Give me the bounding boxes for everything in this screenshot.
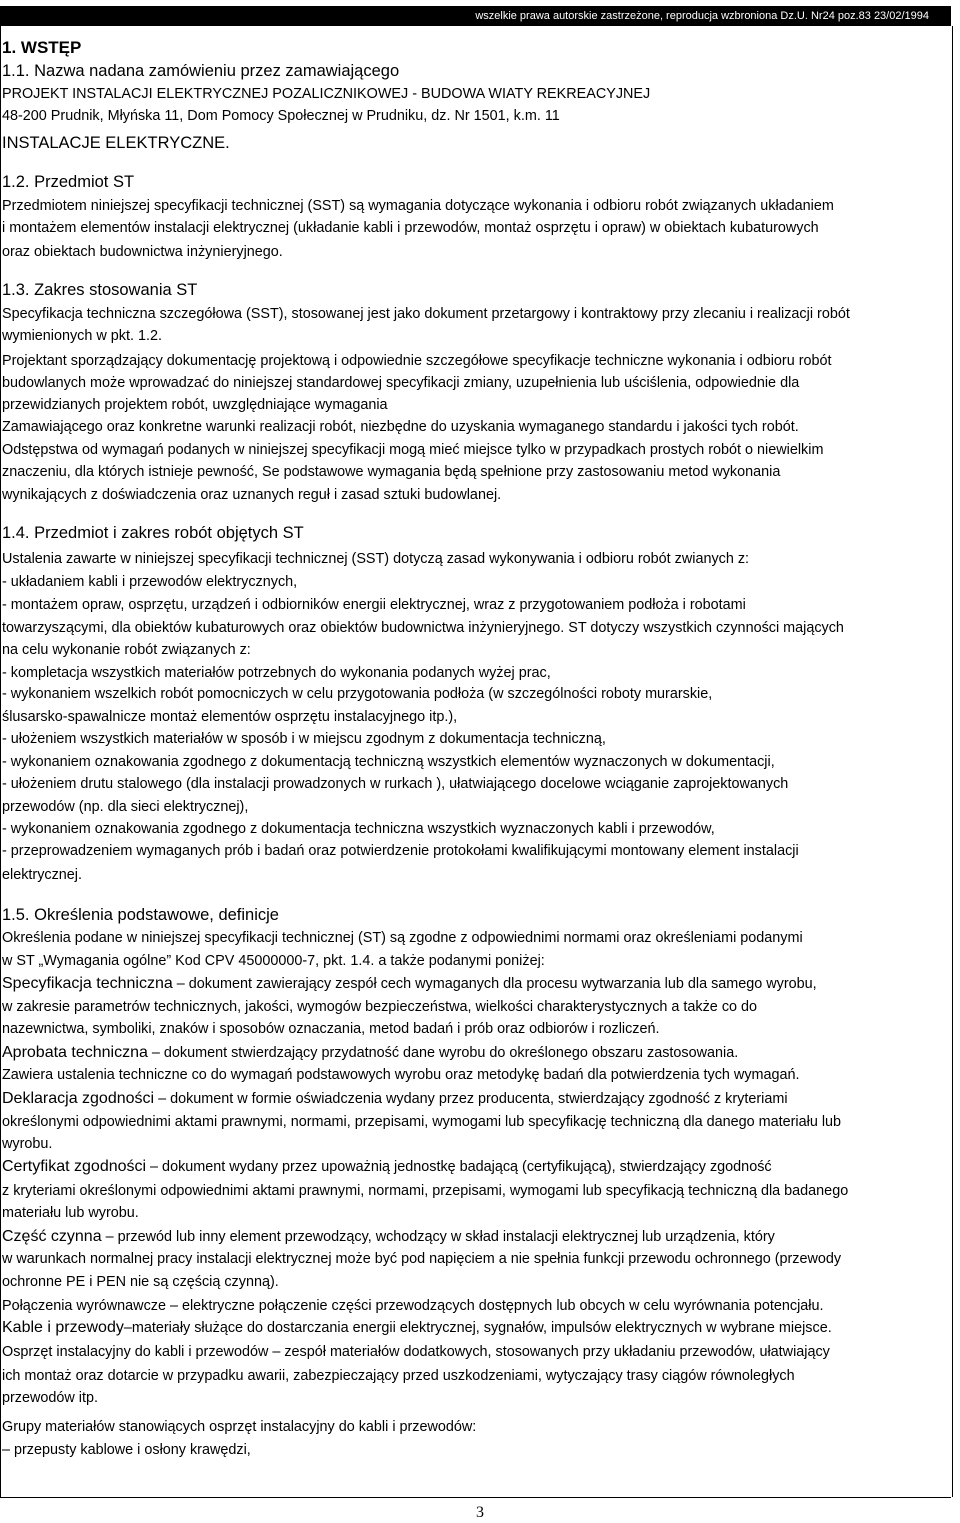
text-line <box>2 619 844 637</box>
text-line <box>2 486 501 504</box>
line-text: Ustalenia zawarte w niniejszej specyfikacji technicznej (SST) dotyczą zasad wykonywania i odbioru robót zwianych z: <box>2 551 750 567</box>
line-text: Odstępstwa od wymagań podanych w niniejszej specyfikacji mogą mieć miejsce tylko w przypadkach prostych robót o niewielkim <box>2 442 824 458</box>
copyright-header: wszelkie prawa autorskie zastrzeżone, reproducja wzbroniona Dz.U. Nr24 poz.83 23/02/1994 <box>0 6 951 26</box>
line-text: w warunkach normalnej pracy instalacji elektrycznej może być pod napięciem a nie spełnia funkcji przewodu ochronnego (przewody <box>2 1251 842 1267</box>
text-line <box>2 396 388 414</box>
line-text: przewodów itp. <box>2 1390 98 1406</box>
text-line <box>2 107 560 125</box>
text-line <box>2 352 832 370</box>
line-text: w ST „Wymagania ogólne” Kod CPV 45000000-7, pkt. 1.4. a także podanymi poniżej: <box>2 953 545 969</box>
text-line <box>2 1418 476 1436</box>
text-line <box>2 1367 795 1385</box>
line-text: wyrobu. <box>2 1136 53 1152</box>
line-text: z kryteriami określonymi odpowiednimi aktami prawnymi, normami, przepisami, wymogami lub specyfikacją techniczną dla badanego <box>2 1183 849 1199</box>
line-text: 1.1. Nazwa nadana zamówieniu przez zamawiającego <box>2 62 400 80</box>
line-text: PROJEKT INSTALACJI ELEKTRYCZNEJ POZALICZNIKOWEJ - BUDOWA WIATY REKREACYJNEJ <box>2 86 651 102</box>
line-text: 1.3. Zakres stosowania ST <box>2 281 198 299</box>
line-text: 48-200 Prudnik, Młyńska 11, Dom Pomocy Społecznej w Prudniku, dz. Nr 1501, k.m. 11 <box>2 108 560 124</box>
text-line <box>2 753 775 771</box>
bottom-rule <box>0 1497 951 1498</box>
text-line <box>2 998 757 1016</box>
text-line <box>2 1204 139 1222</box>
text-line <box>2 952 545 970</box>
definition-term: Aprobata techniczna <box>2 1044 148 1061</box>
line-text: 1.5. Określenia podstawowe, definicje <box>2 906 279 924</box>
line-text: Grupy materiałów stanowiących osprzęt instalacyjny do kabli i przewodów: <box>2 1419 477 1435</box>
text-line <box>2 708 457 726</box>
definition-term: Specyfikacja techniczna <box>2 975 173 992</box>
text-line <box>2 775 788 793</box>
line-text: wymienionych w pkt. 1.2. <box>2 328 162 344</box>
line-text: - montażem opraw, osprzętu, urządzeń i odbiorników energii elektrycznej, wraz z przygotowaniem podłoża i robotami <box>2 597 746 613</box>
line-text: - ułożeniem drutu stalowego (dla instalacji prowadzonych w rurkach ), ułatwiającego docelowe wciąganie zaprojektowanych <box>2 776 789 792</box>
line-text: –materiały służące do dostarczania energii elektrycznej, sygnałów, impulsów elektrycznych w wybrane miejsce. <box>123 1320 832 1336</box>
line-text: – dokument zawierający zespół cech wymaganych dla procesu wytwarzania lub dla samego wyrobu, <box>172 976 817 992</box>
text-line <box>2 281 197 299</box>
text-line <box>2 573 297 591</box>
text-line <box>2 730 606 748</box>
line-text: - kompletacja wszystkich materiałów potrzebnych do wykonania podanych wyżej prac, <box>2 665 551 681</box>
line-text: - wykonaniem oznakowania zgodnego z dokumentacja techniczna wszystkich wyznaczonych kabli i przewodów, <box>2 821 715 837</box>
line-text: - układaniem kabli i przewodów elektrycznych, <box>2 574 298 590</box>
definition-term: Certyfikat zgodności <box>2 1158 147 1175</box>
line-text: określonymi odpowiednimi aktami prawnymi, normami, przepisami, wymogami lub specyfikację techniczną dla danego materiału lub <box>2 1114 842 1130</box>
line-text: INSTALACJE ELEKTRYCZNE. <box>2 134 230 152</box>
text-line <box>2 418 799 436</box>
line-text: towarzyszącymi, dla obiektów kubaturowych oraz obiektów budownictwa inżynieryjnego. ST dotyczy wszystkich czynności mających <box>2 620 844 636</box>
text-line <box>2 1113 841 1131</box>
text-line <box>2 641 251 659</box>
text-line <box>2 975 817 993</box>
line-text: Połączenia wyrównawcze – elektryczne połączenie części przewodzących dostępnych lub obcych w celu wyrównania potencjału. <box>2 1298 824 1314</box>
line-text: Projektant sporządzający dokumentację projektową i odpowiednie szczegółowe specyfikacje techniczne wykonania i odbioru robót <box>2 353 832 369</box>
text-line <box>2 463 780 481</box>
line-text: - przeprowadzeniem wymaganych prób i badań oraz potwierdzenie protokołami kwalifikującymi montowany element instalacji <box>2 843 799 859</box>
text-line <box>2 305 850 323</box>
text-line <box>2 1228 775 1246</box>
text-line <box>2 1020 660 1038</box>
text-line <box>2 1297 824 1315</box>
line-text: - ułożeniem wszystkich materiałów w sposób i w miejscu zgodnym z dokumentacja techniczną, <box>2 731 606 747</box>
line-text: 1.2. Przedmiot ST <box>2 173 135 191</box>
text-line <box>2 820 715 838</box>
line-text: – dokument w formie oświadczenia wydany przez producenta, stwierdzający zgodność z kryteriami <box>154 1091 788 1107</box>
text-line <box>2 1273 279 1291</box>
definition-term: Deklaracja zgodności <box>2 1090 155 1107</box>
line-text: Zawiera ustalenia techniczne co do wymagań podstawowych wyrobu oraz metodykę badań dla potwierdzenia tych wymagań. <box>2 1067 800 1083</box>
text-line <box>2 1182 848 1200</box>
text-line <box>2 62 399 80</box>
text-line <box>2 685 712 703</box>
text-line <box>2 243 283 261</box>
line-text: budowlanych może wprowadzać do niniejszej standardowej specyfikacji zmiany, uzupełnienia lub uściślenia, odpowiednie dla <box>2 375 800 391</box>
line-text: 1. WSTĘP <box>2 38 82 57</box>
line-text: i montażem elementów instalacji elektrycznej (układanie kabli i przewodów, montaż osprzętu i opraw) w obiektach kubaturowych <box>2 220 819 236</box>
line-text: Przedmiotem niniejszej specyfikacji technicznej (SST) są wymagania dotyczące wykonania i odbioru robót związanych układaniem <box>2 198 834 214</box>
text-line <box>2 842 799 860</box>
line-text: - wykonaniem wszelkich robót pomocniczych w celu przygotowania podłoża (w szczególności roboty murarskie, <box>2 686 713 702</box>
text-line <box>2 1044 738 1062</box>
text-line <box>2 1250 841 1268</box>
line-text: elektrycznej. <box>2 867 82 883</box>
text-line <box>2 39 81 57</box>
line-text: materiału lub wyrobu. <box>2 1205 139 1221</box>
line-text: – dokument wydany przez upoważnią jednostkę badającą (certyfikującą), stwierdzający zgodność <box>146 1159 772 1175</box>
text-line <box>2 596 746 614</box>
text-line <box>2 929 803 947</box>
line-text: - wykonaniem oznakowania zgodnego z dokumentacją techniczną wszystkich elementów wyznaczonych w dokumentacji, <box>2 754 775 770</box>
line-text: Osprzęt instalacyjny do kabli i przewodów – zespół materiałów dodatkowych, stosowanych przy układaniu przewodów, ułatwiający <box>2 1344 830 1360</box>
text-line <box>2 1343 830 1361</box>
text-line <box>2 85 650 103</box>
line-text: – przepusty kablowe i osłony krawędzi, <box>2 1442 251 1458</box>
text-line <box>2 1158 772 1176</box>
text-line <box>2 197 834 215</box>
line-text: Określenia podane w niniejszej specyfikacji technicznej (ST) są zgodne z odpowiednimi normami oraz określeniami podanymi <box>2 930 803 946</box>
line-text: oraz obiektach budownictwa inżynieryjnego. <box>2 244 283 260</box>
text-line <box>2 1135 52 1153</box>
line-text: ochronne PE i PEN nie są częścią czynną). <box>2 1274 279 1290</box>
text-line <box>2 1389 98 1407</box>
text-line <box>2 1090 788 1108</box>
text-line <box>2 374 799 392</box>
text-line <box>2 798 248 816</box>
line-text: w zakresie parametrów technicznych, jakości, wymogów bezpieczeństwa, wielkości charakterystycznych a także co do <box>2 999 758 1015</box>
text-line <box>2 550 749 568</box>
line-text: Specyfikacja techniczna szczegółowa (SST), stosowanej jest jako dokument przetargowy i kontraktowy przy zlecaniu i realizacji robót <box>2 306 850 322</box>
text-line <box>2 1319 832 1337</box>
text-line <box>2 906 279 924</box>
line-text: – dokument stwierdzający przydatność dane wyrobu do określonego obszaru zastosowania. <box>147 1045 739 1061</box>
line-text: ich montaż oraz dotarcie w przypadku awarii, zabezpieczający przed uszkodzeniami, wytyczający trasy ciągów równoległych <box>2 1368 795 1384</box>
line-text: na celu wykonanie robót związanych z: <box>2 642 251 658</box>
text-line <box>2 524 304 542</box>
line-text: przewidzianych projektem robót, uwzględniające wymagania <box>2 397 388 413</box>
text-line <box>2 664 551 682</box>
line-text: 1.4. Przedmiot i zakres robót objętych ST <box>2 524 304 542</box>
line-text: wynikających z doświadczenia oraz uznanych reguł i zasad sztuki budowlanej. <box>2 487 502 503</box>
page-number: 3 <box>476 1504 484 1521</box>
line-text: przewodów (np. dla sieci elektrycznej), <box>2 799 249 815</box>
line-text: znaczeniu, dla których istnieje pewność, Se podstawowe wymagania będą spełnione przy zastosowaniu metod wykonania <box>2 464 781 480</box>
line-text: – przewód lub inny element przewodzący, wchodzący w skład instalacji elektrycznej lub urządzenia, który <box>101 1229 775 1245</box>
definition-term: Część czynna <box>2 1228 102 1245</box>
text-line <box>2 327 162 345</box>
definition-term: Kable i przewody <box>2 1319 124 1336</box>
line-text: nazewnictwa, symboliki, znaków i sposobów oznaczania, metod badań i prób oraz odbiorów i rozliczeń. <box>2 1021 660 1037</box>
text-line <box>2 219 819 237</box>
text-line <box>2 441 823 459</box>
text-line <box>2 134 230 152</box>
text-line <box>2 173 134 191</box>
text-line <box>2 1066 800 1084</box>
line-text: Zamawiającego oraz konkretne warunki realizacji robót, niezbędne do uzyskania wymaganego standardu i jakości tych robót. <box>2 419 799 435</box>
line-text: ślusarsko-spawalnicze montaż elementów osprzętu instalacyjnego itp.), <box>2 709 458 725</box>
text-line <box>2 1441 251 1459</box>
text-line <box>2 866 82 884</box>
